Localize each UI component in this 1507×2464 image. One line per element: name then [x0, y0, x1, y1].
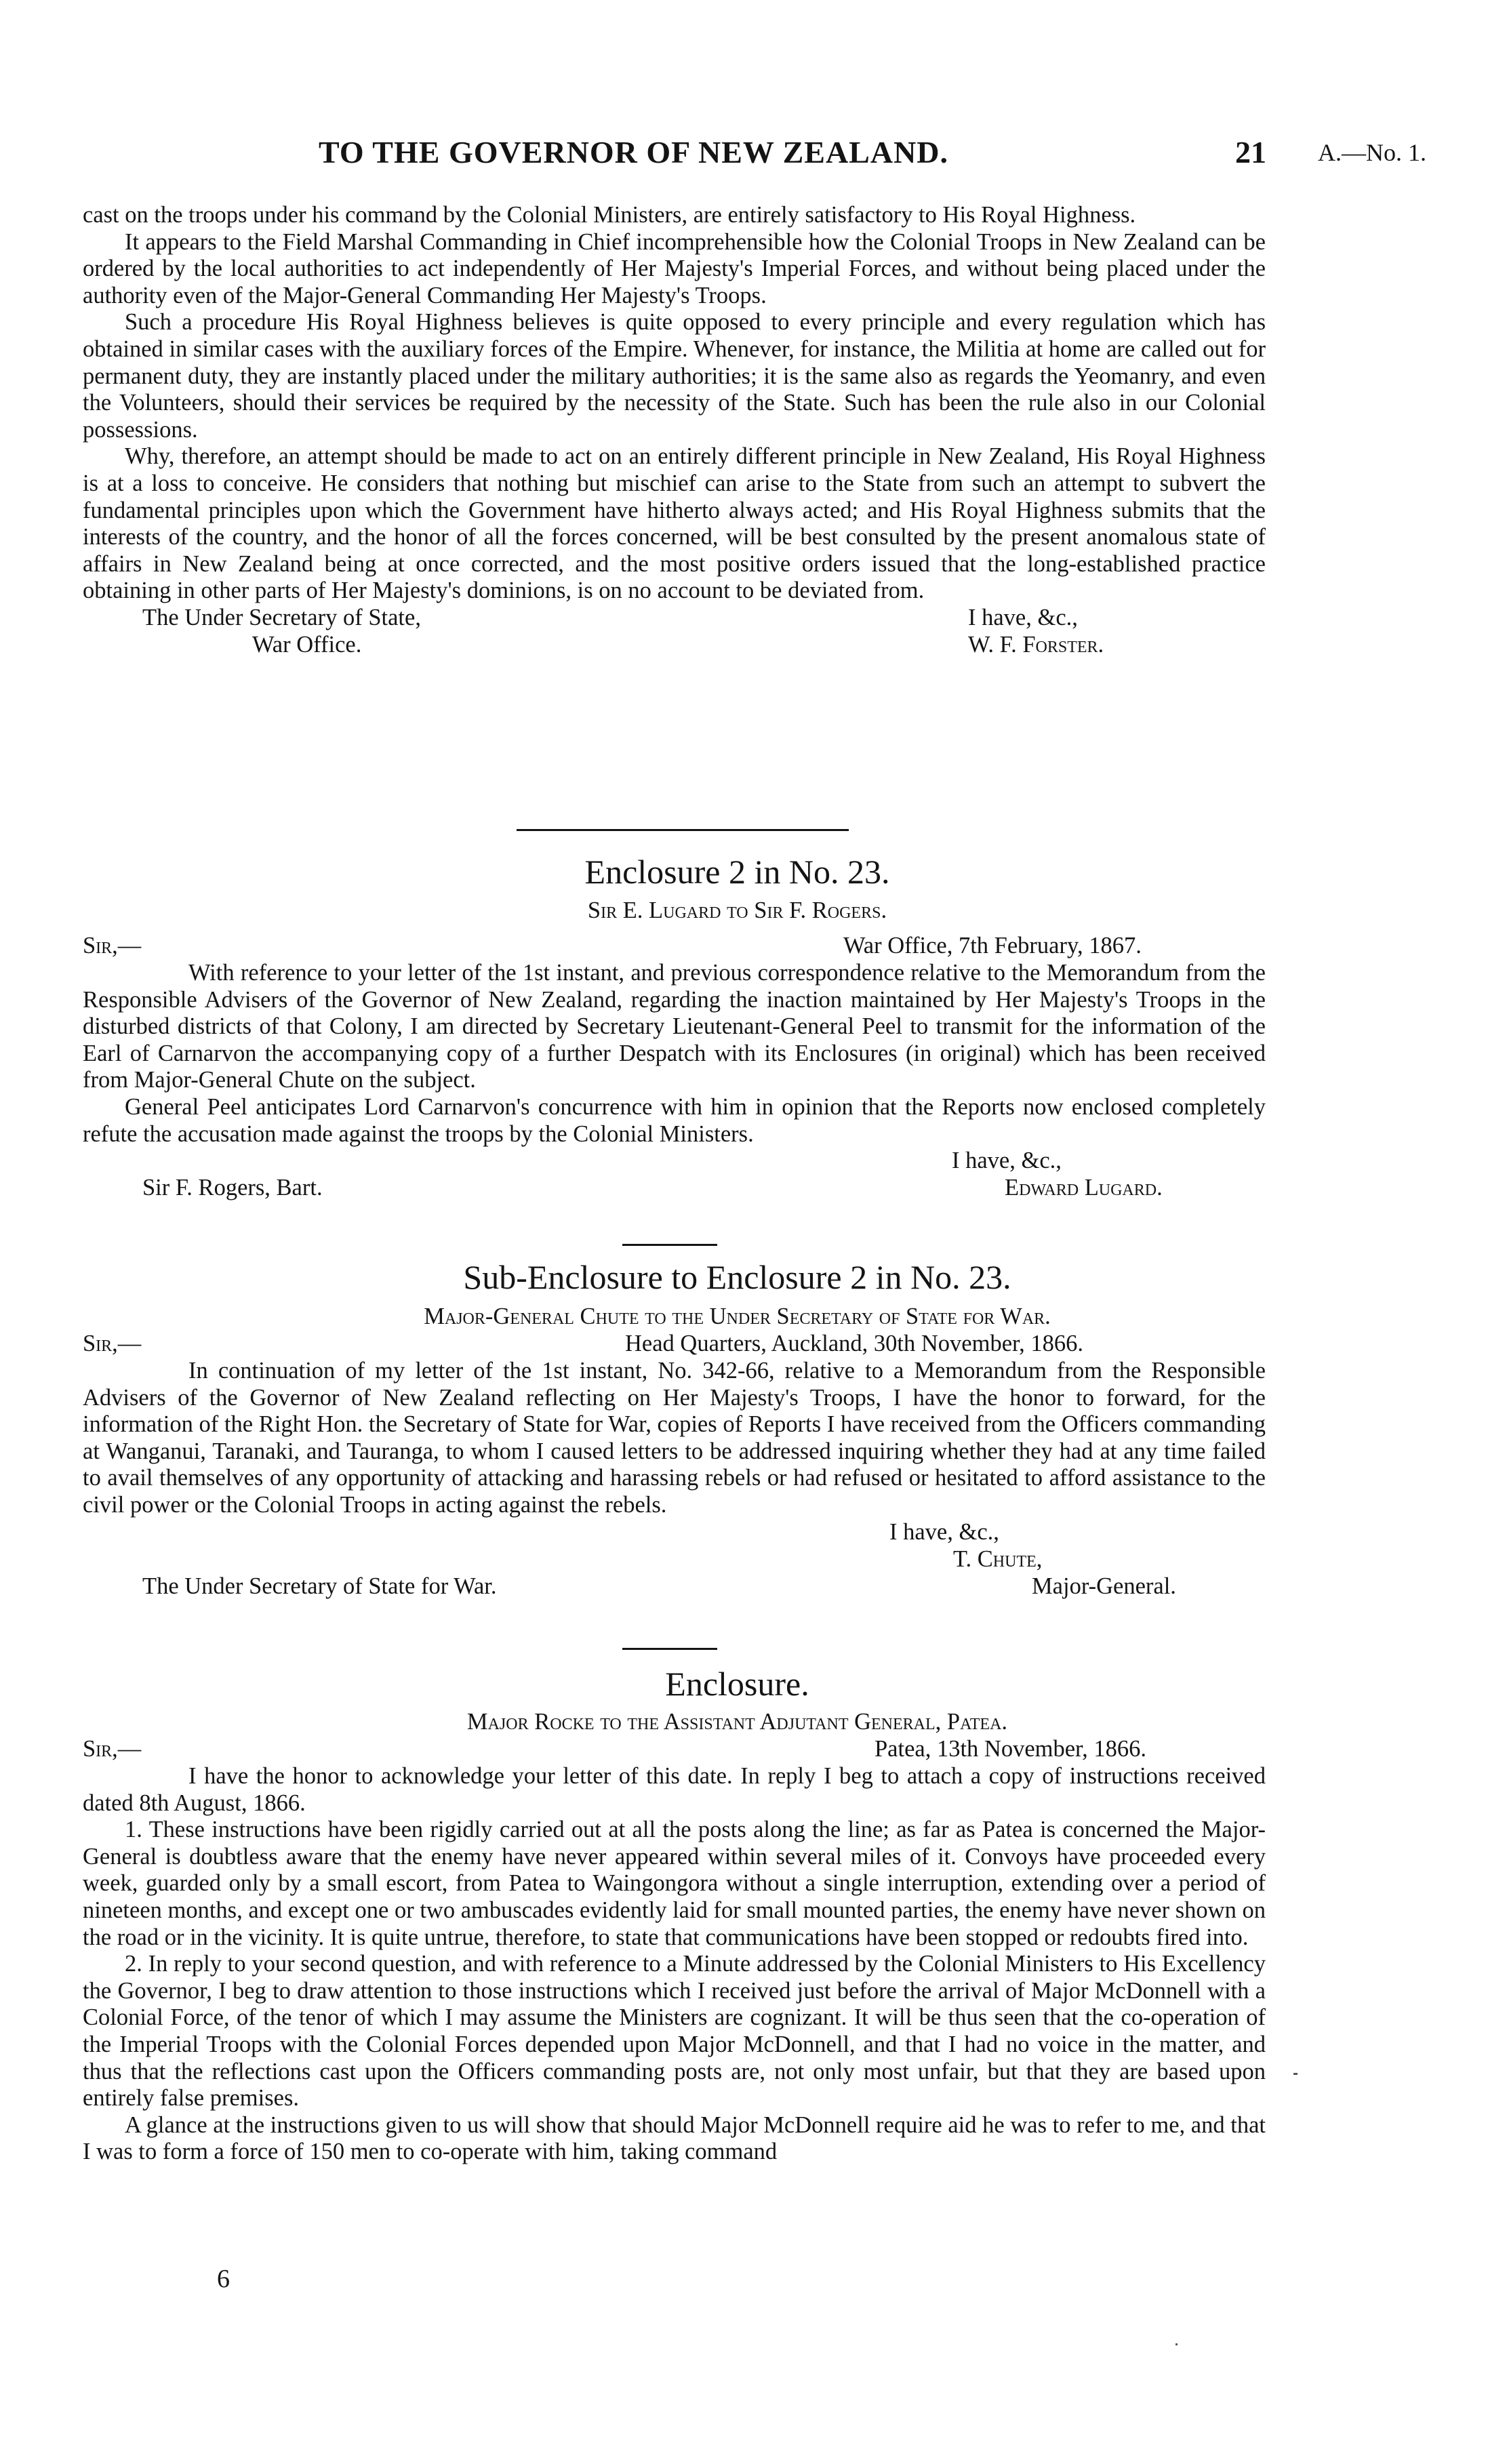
signature: Edward Lugard.	[1005, 1175, 1163, 1201]
enclosure-2-letter	[83, 933, 1266, 1202]
paragraph: General Peel anticipates Lord Carnarvon's concurrence with him in opinion that the Reports now enclosed completely refute the accusation made against the troops by the Colonial Ministers.	[83, 1093, 1266, 1147]
letter-byline: Sir E. Lugard to Sir F. Rogers.	[587, 897, 887, 923]
addressee-office: War Office.	[252, 631, 362, 658]
addressee: The Under Secretary of State for War.	[142, 1573, 497, 1599]
signature-row	[83, 632, 1266, 659]
addressee: Sir F. Rogers, Bart.	[142, 1175, 323, 1201]
running-header	[0, 134, 1507, 175]
enclosure-heading: Enclosure 2 in No. 23.	[584, 853, 890, 891]
short-divider	[622, 1244, 717, 1246]
sub-enclosure-heading: Sub-Enclosure to Enclosure 2 in No. 23.	[463, 1258, 1011, 1296]
signature-row	[83, 1148, 1266, 1175]
page-number: 21	[1235, 135, 1266, 169]
signature: T. Chute,	[953, 1546, 1043, 1572]
enclosure-letter	[83, 1736, 1266, 2166]
signature-row	[83, 1573, 1266, 1600]
paragraph: I have the honor to acknowledge your letter of this date. In reply I beg to attach a copy of instructions received dated 8th August, 1866.	[83, 1763, 1266, 1816]
place-date: War Office, 7th February, 1867.	[843, 933, 1142, 958]
closing: I have, &c.,	[889, 1518, 999, 1545]
letter-byline: Major Rocke to the Assistant Adjutant General, Patea.	[466, 1709, 1008, 1735]
salutation: Sir,—	[83, 1331, 142, 1356]
signature: W. F. Forster.	[968, 631, 1104, 658]
intro-letter	[83, 202, 1266, 659]
closing: I have, &c.,	[968, 604, 1078, 630]
paragraph: Such a procedure His Royal Highness believes is quite opposed to every principle and every regulation which has obtained in similar cases with the auxiliary forces of the Empire. Whenever, for instance, the Militia at home are called out for permanent duty, they are instantly placed under the military authorities; it is the same also as regards the Yeomanry, and even the Volunteers, should their services be required by the necessity of the State. Such has been the rule also in our Colonial possessions.	[83, 309, 1266, 443]
salutation-row	[83, 933, 1266, 960]
closing: I have, &c.,	[952, 1148, 1062, 1174]
margin-mark	[1293, 2073, 1298, 2075]
salutation-row	[83, 1331, 1266, 1358]
signature-row	[83, 1546, 1266, 1573]
addressee: The Under Secretary of State,	[142, 604, 421, 630]
signature-row	[83, 1175, 1266, 1202]
section-divider	[517, 829, 849, 831]
sub-enclosure-letter	[83, 1331, 1266, 1600]
signature-row	[83, 605, 1266, 632]
short-divider	[622, 1648, 717, 1650]
margin-mark	[1176, 2343, 1178, 2345]
paragraph: Why, therefore, an attempt should be made to act on an entirely different principle in New Zealand, His Royal Highness is at a loss to conceive. He considers that nothing but mischief can arise to the State from such an attempt to subvert the fundamental principles upon which the Government have hitherto always acted; and His Royal Highness submits that the interests of the country, and the honor of all the forces concerned, will be best consulted by the present anomalous state of affairs in New Zealand being at once corrected, and the most positive orders issued that the long-established practice obtaining in other parts of Her Majesty's dominions, is on no account to be deviated from.	[83, 443, 1266, 604]
enclosure-heading: Enclosure.	[665, 1665, 809, 1703]
document-reference: A.—No. 1.	[1318, 139, 1426, 166]
paragraph: 1. These instructions have been rigidly carried out at all the posts along the line; as far as Patea is concerned the Major-General is doubtless aware that the enemy have never appeared within several miles of it. Convoys have proceeded every week, guarded only by a small escort, from Patea to Waingongora without a single interruption, extending over a period of nineteen months, and except one or two ambuscades evidently laid for small mounted parties, the enemy have never shown on the road or in the vicinity. It is quite untrue, therefore, to state that communications have been stopped or redoubts fired into.	[83, 1817, 1266, 1950]
salutation: Sir,—	[83, 933, 142, 958]
paragraph: 2. In reply to your second question, and with reference to a Minute addressed by the Colonial Ministers to His Excellency the Governor, I beg to draw attention to those instructions which I received just before the arrival of Major McDonnell with a Colonial Force, of the tenor of which I may assume the Ministers are cognizant. It will be thus seen that the co-operation of the Imperial Troops with the Colonial Forces depended upon Major McDonnell, and that I had no voice in the matter, and thus that the reflections cast upon the Officers commanding posts are, not only most unfair, but that they are based upon entirely false premises.	[83, 1951, 1266, 2112]
paragraph: A glance at the instructions given to us will show that should Major McDonnell require aid he was to refer to me, and that I was to form a force of 150 men to co-operate with him, taking command	[83, 2112, 1266, 2165]
letter-byline: Major-General Chute to the Under Secretary of State for War.	[424, 1304, 1051, 1329]
paragraph: In continuation of my letter of the 1st instant, No. 342-66, relative to a Memorandum from the Responsible Advisers of the Governor of New Zealand reflecting on Her Majesty's Troops, I have the honor to forward, for the information of the Right Hon. the Secretary of State for War, copies of Reports I have received from the Officers commanding at Wanganui, Taranaki, and Tauranga, to whom I caused letters to be addressed inquiring whether they had at any time failed to avail themselves of any opportunity of attacking and harassing rebels or had refused or hesitated to afford assistance to the civil power or the Colonial Troops in acting against the rebels.	[83, 1358, 1266, 1518]
paragraph: With reference to your letter of the 1st instant, and previous correspondence relative to the Memorandum from the Responsible Advisers of the Governor of New Zealand, regarding the inaction maintained by Her Majesty's Troops in the disturbed districts of that Colony, I am directed by Secretary Lieutenant-General Peel to transmit for the information of the Earl of Carnarvon the accompanying copy of a further Despatch with its Enclosures (in original) which has been received from Major-General Chute on the subject.	[83, 960, 1266, 1093]
salutation: Sir,—	[83, 1736, 142, 1762]
place-date: Head Quarters, Auckland, 30th November, 1866.	[625, 1331, 1083, 1356]
paragraph: It appears to the Field Marshal Commanding in Chief incomprehensible how the Colonial Troops in New Zealand can be ordered by the local authorities to act independently of Her Majesty's Imperial Forces, and without being placed under the authority even of the Major-General Commanding Her Majesty's Troops.	[83, 228, 1266, 308]
place-date: Patea, 13th November, 1866.	[875, 1736, 1147, 1762]
signature-row	[83, 1519, 1266, 1546]
paragraph: cast on the troops under his command by the Colonial Ministers, are entirely satisfactory to His Royal Highness.	[83, 202, 1136, 228]
page-title: TO THE GOVERNOR OF NEW ZEALAND.	[319, 135, 949, 169]
printer-signature-mark: 6	[217, 2265, 230, 2293]
salutation-row	[83, 1736, 1266, 1763]
signature-rank: Major-General.	[1032, 1573, 1176, 1599]
